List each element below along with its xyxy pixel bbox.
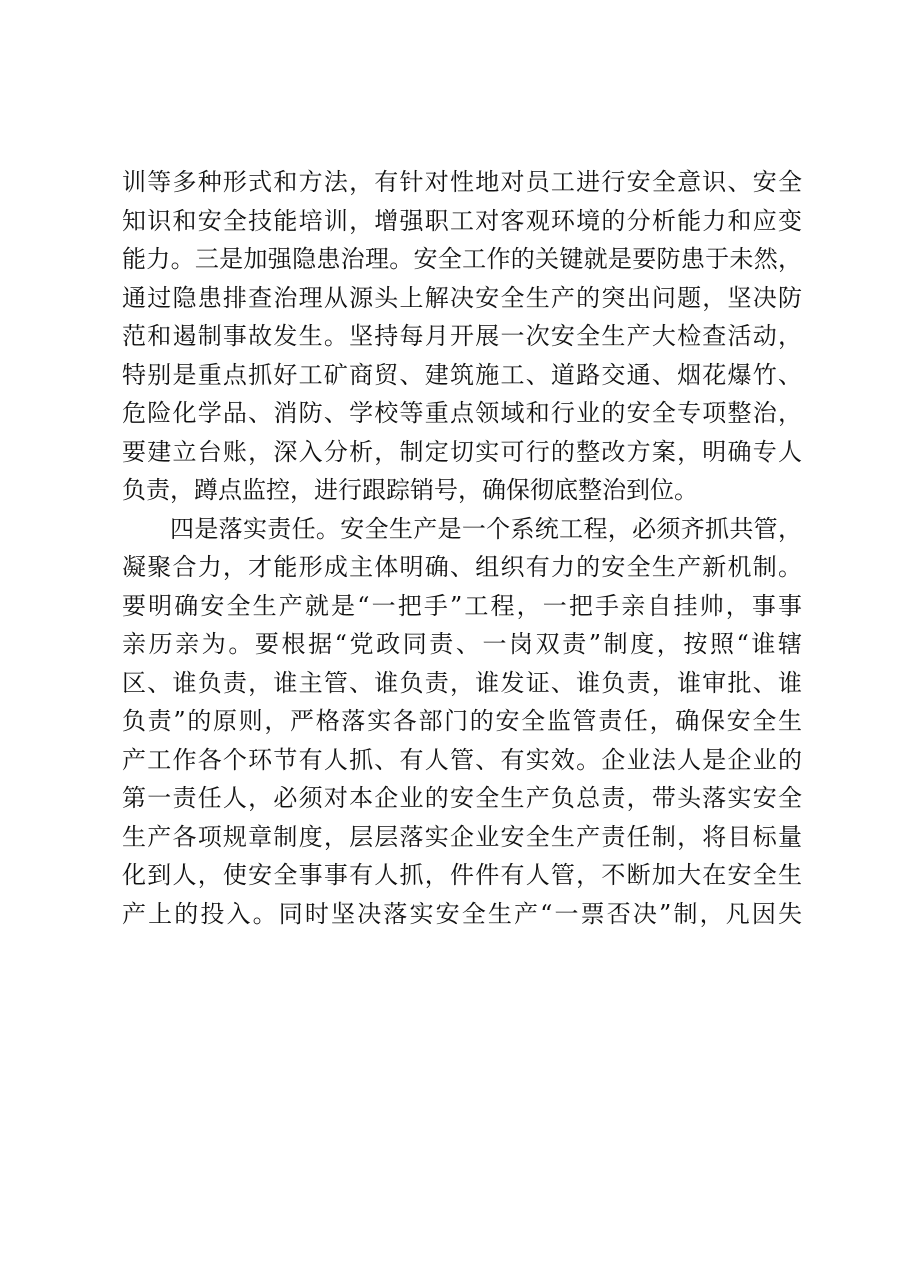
text-line: 负责，蹲点监控，进行跟踪销号，确保彻底整治到位。	[122, 476, 698, 504]
text-line: 知识和安全技能培训，增强职工对客观环境的分析能力和应变	[122, 206, 802, 235]
text-line: 化到人，使安全事事有人抓，件件有人管，不断加大在安全生	[122, 861, 802, 889]
text-line: 范和遏制事故发生。坚持每月开展一次安全生产大检查活动，	[122, 322, 802, 350]
document-body	[122, 163, 802, 933]
paragraph-1	[122, 163, 802, 510]
paragraph-2	[122, 510, 802, 934]
text-line: 危险化学品、消防、学校等重点领域和行业的安全专项整治，	[122, 399, 802, 427]
text-line: 凝聚合力，才能形成主体明确、组织有力的安全生产新机制。	[122, 553, 802, 581]
text-line: 产工作各个环节有人抓、有人管、有实效。企业法人是企业的	[122, 745, 802, 774]
text-line: 产上的投入。同时坚决落实安全生产“一票否决”制，凡因失	[122, 899, 802, 928]
text-line: 区、谁负责，谁主管、谁负责，谁发证、谁负责，谁审批、谁	[122, 668, 802, 697]
text-line: 特别是重点抓好工矿商贸、建筑施工、道路交通、烟花爆竹、	[122, 360, 802, 389]
text-line: 第一责任人，必须对本企业的安全生产负总责，带头落实安全	[122, 784, 802, 812]
text-line: 能力。三是加强隐患治理。安全工作的关键就是要防患于未然，	[122, 245, 802, 273]
text-line: 训等多种形式和方法，有针对性地对员工进行安全意识、安全	[122, 168, 802, 196]
text-line: 生产各项规章制度，层层落实企业安全生产责任制，将目标量	[122, 822, 802, 851]
text-line: 要建立台账，深入分析，制定切实可行的整改方案，明确专人	[122, 437, 802, 466]
text-line: 负责”的原则，严格落实各部门的安全监管责任，确保安全生	[122, 707, 802, 735]
text-line: 要明确安全生产就是“一把手”工程，一把手亲自挂帅，事事	[122, 591, 802, 620]
text-line: 亲历亲为。要根据“党政同责、一岗双责”制度，按照“谁辖	[122, 630, 802, 658]
text-line: 通过隐患排查治理从源头上解决安全生产的突出问题，坚决防	[122, 283, 802, 312]
text-line: 四是落实责任。安全生产是一个系统工程，必须齐抓共管，	[170, 514, 802, 543]
